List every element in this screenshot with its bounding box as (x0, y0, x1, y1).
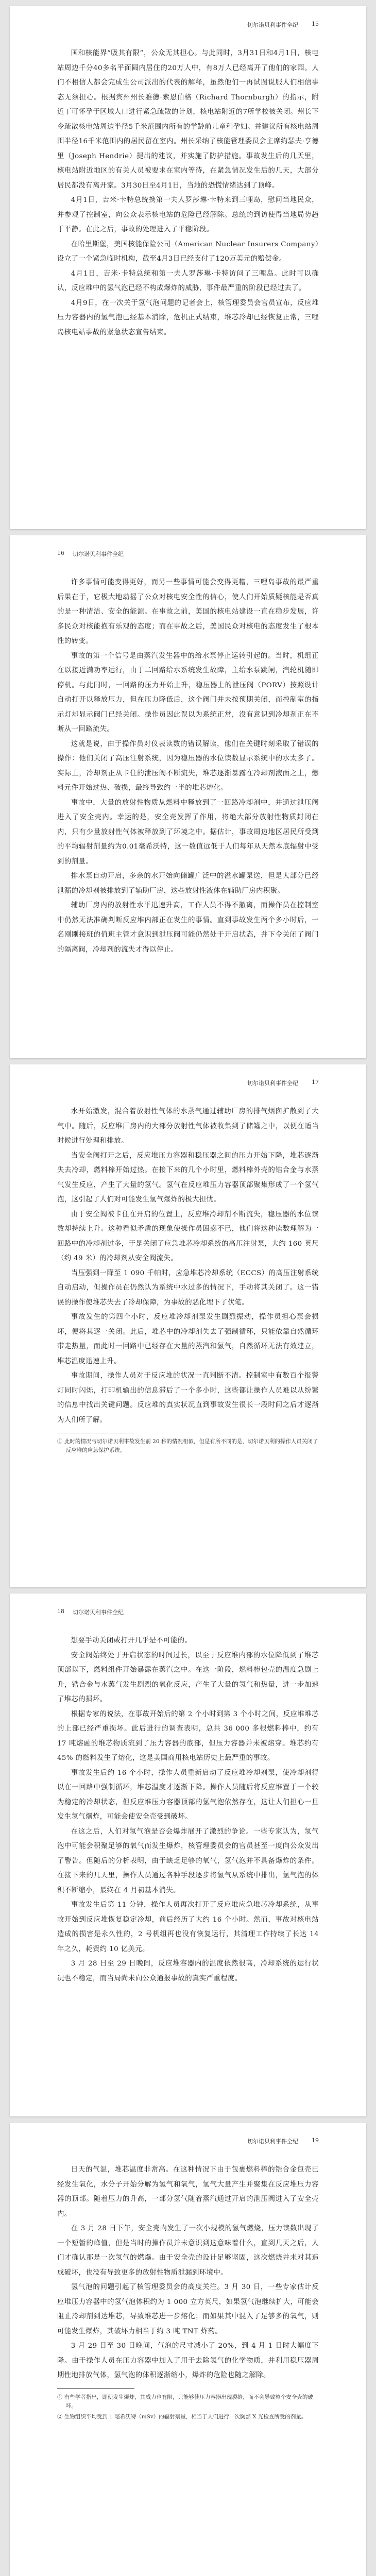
page (10, 6, 366, 529)
body-paragraph: 事故发生的第四个小时，反应堆冷却剂泵发生剧烈振动，操作员担心泵会损坏，便将其逐一关闭。此后，堆芯中的冷却剂失去了强制循环，只能依靠自然循环带走热量，而此时一回路中已经存在大量的蒸汽和氢气，自然循环无法有效建立，堆芯温度迅速上升。 (57, 1313, 319, 1365)
body-paragraph: 这就是说，由于操作员对仪表读数的错误解读，他们在关键时刻采取了错误的操作：他们关闭了高压注射系统，因为稳压器的水位读数显示系统中的水太多了。实际上，冷却剂正从卡住的泄压阀不断流失，堆芯逐渐暴露在冷却剂液面之上，燃料元件开始过热、破损，最终导致约一半的堆芯熔化。 (57, 740, 319, 792)
footnote: ① 此时的情况与切尔诺贝利事故发生前 20 秒的情况相似，但是有所不同的是，切尔诺贝利的操作人员关闭了反应堆的应急保护系统。 (57, 1438, 318, 1453)
body-paragraph: 当安全阀打开之后，反应堆压力容器和稳压器之间的压力开始下降，堆芯逐渐失去冷却，燃料棒开始过热。在接下来的几个小时里，燃料棒外壳的锆合金与水蒸气发生反应，产生了大量的氢气。氢气在反应堆压力容器顶部聚集形成了一个氢气泡，这引起了人们对可能发生氢气爆炸的极大担忧。 (57, 1151, 319, 1204)
running-header (57, 21, 319, 33)
page-body (57, 2163, 319, 2421)
body-paragraph: 在 3 月 28 日下午，安全壳内发生了一次小规模的氢气燃烧，压力读数出现了一个短暂的峰值，但是当时的操作员并未意识到这意味着什么，直到几天之后，人们才确认那是一次氢气的燃爆。由于安全壳的设计足够坚固，这次燃烧并未对其造成破坏，也没有导致更多的放射性物质泄漏到环境中。 (57, 2225, 319, 2277)
body-paragraph: 在哈里斯堡，美国核能保险公司（American Nuclear Insurers Company）设立了一个紧急临时机构，截至4月3日已经支付了120万美元的赔偿金。 (57, 240, 319, 263)
page-number: 16 (57, 550, 64, 556)
body-paragraph: 由于安全阀被卡住在开启的位置上，反应堆冷却剂不断流失，稳压器的水位读数却持续上升。这种看似矛盾的现象使操作员困惑不已，他们将这种读数理解为一回路中的冷却剂过多，于是关闭了应急堆芯冷却系统的高压注射泵，大约 160 英尺（约 49 米）的冷却剂从安全阀流失。 (57, 1210, 319, 1262)
footnote: ② 生物组织平均受到 1 毫希沃特（mSv）的辐射剂量，相当于人们进行一次胸部 X 光检查所受的剂量。 (57, 2413, 307, 2420)
body-paragraph: 辅助厂房内的放射性水平迅速升高，工作人员不得不撤离，而操作员在控制室中仍然无法准确判断反应堆内部正在发生的事情。直到事故发生两个多小时后，一名刚刚接班的值班主管才意识到泄压阀可能仍然处于开启状态，并下令关闭了阀门的隔离阀，冷却剂的流失才得以停止。 (57, 902, 319, 954)
page (10, 1594, 366, 2116)
running-title: 切尔诺贝利事件全纪 (247, 22, 298, 28)
body-paragraph: 国和核能界“吸其有限”，公众无其担心。与此同时，3月31日和4月1日，核电站周边千分40多名平面圆内居住的20万人中，有8万人已经离开了他们的家园。人们不相信人都会完成生公司派出的代表的解释，虽然他们一再试图说服人们相信事态无须担心。根据宾州州长雅德·索恩伯格（Richard Thornburgh）的指示，附近丁可怀孕于区域人口进行紧急疏散的计划，核电站附近的7所学校被关闭。州长下令疏散核电站周边半径5千米范围内所有的学龄前儿童和孕妇。并建议所有核电站周围半径16千米范围内的居民留在室内。州长采纳了核能管理委员会主席约瑟夫·亨德里（Joseph Hendrie）提出的建议，并实施了防护措施。事故发生后的几天里，核电站附近地区的有关人员被要求在室内等待，在紧急情况发生后的几天，大部分居民都没有离开家。3月30日至4月1日，当地的恐慌情绪达到了顶峰。 (57, 49, 319, 190)
page-number: 17 (312, 1079, 319, 1086)
page-body (57, 1105, 319, 1455)
page (10, 535, 366, 1058)
body-paragraph: 事故发生后约 16 个小时，操作人员重新启动了反应堆冷却剂泵，使冷却剂得以在一回路中强制循环，堆芯温度才逐渐下降。操作人员随后将反应堆置于一个较为稳定的冷却状态，但反应堆压力容器顶部的氢气泡依然存在，这让人们担心一旦发生氢气爆炸，可能会使安全壳受到破坏。 (57, 1769, 319, 1821)
body-paragraph: 想要手动关闭或打开几乎是不可能的。 (71, 1637, 192, 1645)
body-paragraph: 4月9日，在一次关于氢气泡问题的记者会上，核管理委员会官员宣布，反应堆压力容器内的氢气泡已经基本消除，危机正式结束，堆芯冷却已经恢复正常，三哩岛核电站事故的紧急状态宣告结束。 (57, 299, 319, 336)
page-number: 18 (57, 1608, 64, 1615)
body-paragraph: 氢气泡的问题引起了核管理委员会的高度关注。3 月 30 日，一些专家估计反应堆压力容器中的氢气泡体积约为 1 000 立方英尺，如果氢气泡继续扩大，可能会阻止冷却剂到达堆芯，导致堆芯进一步熔化；而如果其中混入了足够多的氧气，则可能发生爆炸，其破坏力相当于约 3 吨 TNT 炸药。 (57, 2283, 319, 2335)
running-title: 切尔诺贝利事件全纪 (73, 551, 124, 557)
page (10, 1064, 366, 1587)
body-paragraph: 4月1日，吉米·卡特总统携第一夫人罗莎琳·卡特来到三哩岛，慰问当地民众，并参观了控制室，向公众表示核电站的危险已经解除。总统的到访使得当地局势趋于平静。在此之后，事故的处理进入了平稳阶段。 (57, 196, 319, 233)
page-body (57, 575, 319, 957)
footnote: ① 有些学者指出，即使发生爆炸，其威力也有限，只能够使压力容器出现裂缝，而不会导致整个安全壳的破坏。 (57, 2394, 313, 2409)
body-paragraph: 事故的第一个信号是由蒸汽发生器中的给水泵停止运转引起的。当时，机组正在以接近满功率运行，由于二回路给水系统发生故障，主给水泵跳闸，汽轮机随即停机。与此同时，一回路的压力开始上升，稳压器上的泄压阀（PORV）按照设计自动打开以释放压力，但在压力降低后，这个阀门并未按预期关闭，而控制室的指示灯却显示阀门已经关闭。操作员因此误以为系统正常，没有意识到冷却剂正在不断从一回路流失。 (57, 652, 319, 733)
running-title: 切尔诺贝利事件全纪 (73, 1609, 124, 1616)
body-paragraph: 安全阀始终处于开启状态的时间过长，以至于反应堆内部的水位降低到了堆芯顶部以下，燃料组件开始暴露在蒸汽之中。在这一阶段，燃料棒包壳的温度急剧上升，锆合金与水蒸气发生剧烈的氧化反应，产生了大量的氢气和热量，进一步加速了堆芯的损坏。 (57, 1651, 319, 1703)
running-header (57, 2137, 319, 2149)
body-paragraph: 4月1日，吉米·卡特总统和第一夫人罗莎琳·卡特访问了三哩岛。此时可以确认，反应堆中的氢气泡已经不构成爆炸的威胁，事件最严重的阶段已经过去了。 (57, 269, 319, 292)
running-header (57, 1608, 319, 1620)
running-header (57, 1079, 319, 1091)
body-paragraph: 排水泵自动开启，多余的水开始向储罐广泛中的溢水罐泵送，但是大部分已经泄漏的冷却剂被排放到了辅助厂房，这些放射性液体在辅助厂房内积聚。 (57, 872, 319, 895)
page-body (57, 46, 319, 340)
page-body (57, 1634, 319, 1986)
body-paragraph: 在这之后，人们对氢气泡是否会爆炸展开了激烈的争论。一些专家认为，氢气泡中可能会积聚足够的氧气而发生爆炸，核管理委员会的官员甚至一度向公众发出了警告。但随后的分析表明，由于缺乏足够的氧气，氢气泡并不具备爆炸的条件。在接下来的几天里，操作人员通过各种手段逐步将氢气从系统中排出，氢气泡的体积不断缩小，最终在 4 月初基本消失。 (57, 1827, 319, 1894)
page-number: 15 (312, 21, 319, 27)
body-paragraph: 日天的气温，堆芯温度非常高。在这种情况下由于包裹燃料棒的锆合金包壳已经发生氧化，水分子开始分解为氢气和氧气，氢气大量产生并聚集在反应堆压力容器的顶部。随着压力的升高，一部分氢气随着蒸汽通过开启的泄压阀进入了安全壳内。 (57, 2166, 319, 2218)
body-paragraph: 3 月 29 日至 30 日晚间，气泡的尺寸减小了 20%，到 4 月 1 日时大幅度下降。由于操作人员在压力容器中加入了用于去除氢气的化学物质，并利用稳压器周期性地排放气体，氢气泡的体积逐渐缩小，爆炸的危险也随之解除。 (57, 2342, 319, 2379)
body-paragraph: 当压强到一降至 1 090 千帕时，应急堆芯冷却系统（ECCS）的高压注射系统自动启动，但操作员在仍然认为系统中水过多的情况下，手动将其关闭了。这一错误的操作使堆芯失去了冷却保障，为事故的恶化埋下了伏笔。 (57, 1269, 319, 1307)
page-number: 19 (312, 2137, 319, 2144)
page (10, 2123, 366, 2576)
body-paragraph: 许多事情可能变得更好，而另一些事情可能会变得更糟，三哩岛事故的最严重后果在于，它极大地动摇了公众对核电安全性的信心，使人们开始质疑核能是否真的是一种清洁、安全的能源。在事故之前，美国的核电站建设一直在稳步发展，许多民众对核能抱有乐观的态度；而在事故之后，美国民众对核电的态度发生了根本性的转变。 (57, 579, 319, 645)
body-paragraph: 根据专家的说法，在事故开始后的第 2 个小时到第 3 个小时之间，反应堆堆芯的上部已经严重损坏。此后进行的调查表明，总共 36 000 多根燃料棒中，约有 17 吨熔融的堆芯物质流到了压力容器的底部，但压力容器并未被熔穿。堆芯约有 45% 的燃料发生了熔化，这是美国商用核电站历史上最严重的事故。 (57, 1710, 319, 1762)
body-paragraph: 水开始激发，混合着放射性气体的水蒸气通过辅助厂房的排气烟囱扩散到了大气中。随后，反应堆厂房内的大部分放射性气体被收集到了储罐之中，以便在适当时候进行处理和排放。 (57, 1108, 319, 1145)
body-paragraph: 事故发生后第 11 分钟，操作人员再次打开了反应堆应急堆芯冷却系统，从事故开始到反应堆恢复稳定冷却，前后经历了大约 16 个小时。然而，事故对核电站造成的损害是永久性的，2 号机组再也没有恢复运行，其清理工作持续了长达 14 年之久，耗资约 10 亿美元。 (57, 1901, 319, 1953)
body-paragraph: 3 月 28 日至 29 日晚间，反应堆容器内的温度依然很高，冷却系统的运行状况也不稳定，而当局尚未向公众通报事故的真实严重程度。 (57, 1960, 319, 1982)
body-paragraph: 事故中，大量的放射性物质从燃料中释放到了一回路冷却剂中，并通过泄压阀进入了安全壳内。幸运的是，安全壳发挥了作用，将绝大部分放射性物质封闭在内，只有少量放射性气体被释放到了环境之中。据估计，事故周边地区居民所受到的平均辐射剂量约为0.01毫希沃特，这一数值远低于人们每年从天然本底辐射中受到的剂量。 (57, 799, 319, 866)
footnote-divider (57, 2388, 134, 2389)
body-paragraph: 事故期间，操作人员对于反应堆的状况一直判断不清。控制室中有数百个报警灯同时闪烁，打印机输出的信息滞后了一个多小时，这些都让操作人员难以从纷繁的信息中找出关键问题。反应堆的真实状况直到事故发生很长一段时间之后才逐渐为人们所了解。 (57, 1372, 319, 1424)
running-title: 切尔诺贝利事件全纪 (247, 2138, 298, 2145)
running-header (57, 550, 319, 562)
running-title: 切尔诺贝利事件全纪 (247, 1080, 298, 1087)
